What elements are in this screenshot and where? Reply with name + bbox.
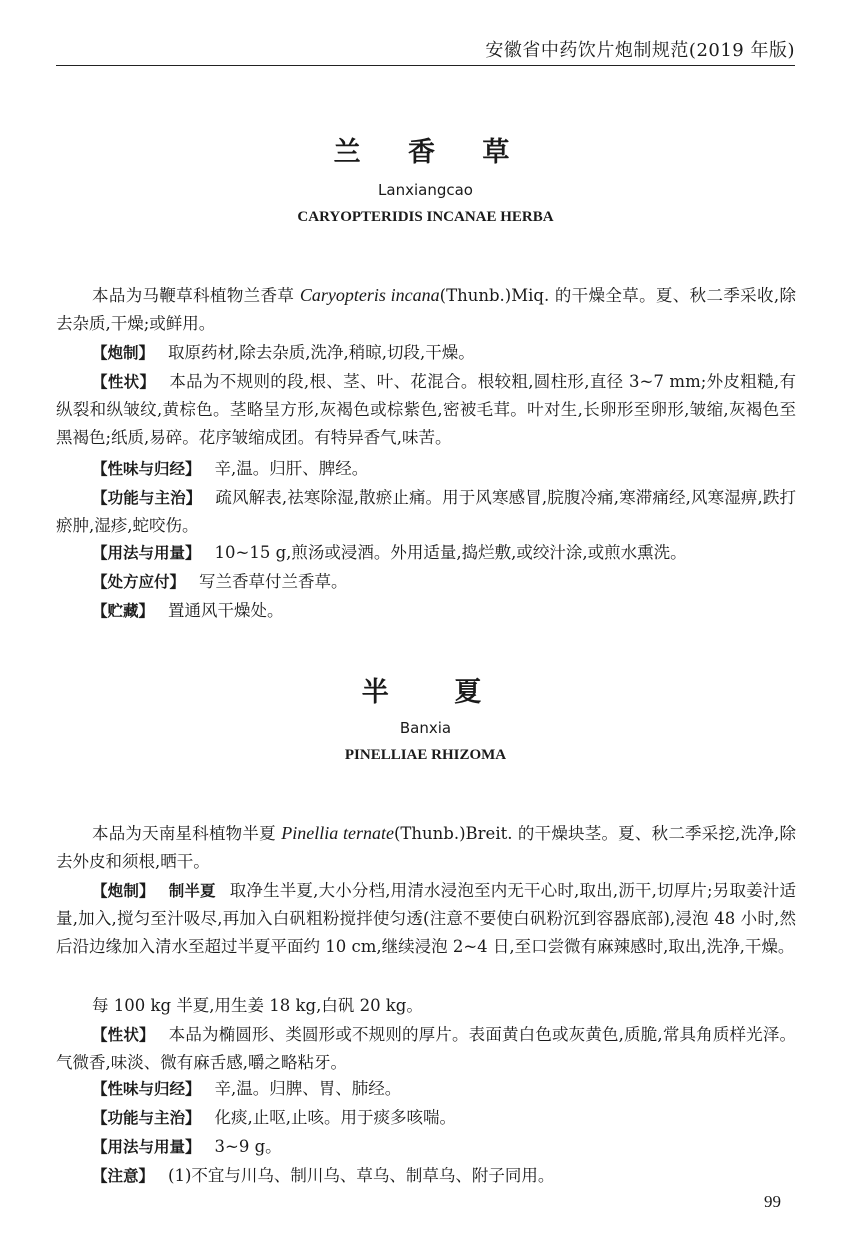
scientific-name: Pinellia ternate <box>281 823 394 843</box>
section-usage: 【用法与用量】 3~9 g。 <box>92 1137 282 1156</box>
section-label: 【功能与主治】 <box>92 489 202 507</box>
entry-title-lanxiangcao <box>0 130 851 169</box>
title-char: 夏 <box>454 677 490 708</box>
page-number: 99 <box>764 1192 781 1211</box>
header-title: 安徽省中药饮片炮制规范(2019 年版) <box>485 40 795 61</box>
section-label: 【性状】 <box>92 373 156 391</box>
entry-title-banxia <box>0 670 851 709</box>
section-processing-ratio: 每 100 kg 半夏,用生姜 18 kg,白矾 20 kg。 <box>92 996 423 1015</box>
section-label: 【功能与主治】 <box>92 1109 201 1127</box>
running-header <box>56 28 795 66</box>
section-description: 【性状】 本品为椭圆形、类圆形或不规则的厚片。表面黄白色或灰黄色,质脆,常具角质样光泽。气微香,味淡、微有麻舌感,嚼之略粘牙。 <box>56 1025 796 1072</box>
section-label: 【用法与用量】 <box>92 544 201 562</box>
section-caution: 【注意】 (1)不宜与川乌、制川乌、草乌、制草乌、附子同用。 <box>92 1166 555 1185</box>
section-label: 【性味与归经】 <box>92 1080 201 1098</box>
section-label: 【注意】 <box>92 1167 155 1185</box>
section-label: 【性味与归经】 <box>92 460 201 478</box>
section-processing: 【炮制】 制半夏 取净生半夏,大小分档,用清水浸泡至内无干心时,取出,沥干,切厚片;另取姜汁适量,加入,搅匀至汁吸尽,再加入白矾粗粉搅拌使匀透(注意不要使白矾粉沉到容器底部),浸泡 48 小时,然后沿边缘加入清水至超过半夏平面约 10 cm,继续浸泡 2~4 日,至口尝微有麻辣感时,取出,洗净,干燥。 <box>56 881 796 956</box>
section-label: 【性状】 <box>92 1026 155 1044</box>
section-prescription: 【处方应付】 写兰香草付兰香草。 <box>92 572 348 591</box>
section-function: 【功能与主治】 化痰,止呕,止咳。用于痰多咳喘。 <box>92 1108 457 1127</box>
entry-latin-name: PINELLIAE RHIZOMA <box>344 747 507 763</box>
title-char: 香 <box>408 137 443 168</box>
section-label: 【贮藏】 <box>92 602 155 620</box>
section-description: 【性状】 本品为不规则的段,根、茎、叶、花混合。根较粗,圆柱形,直径 3~7 mm;外皮粗糙,有纵裂和纵皱纹,黄棕色。茎略呈方形,灰褐色或棕紫色,密被毛茸。叶对生,长卵形至卵形,皱缩,灰褐色至黑褐色;纸质,易碎。花序皱缩成团。有特异香气,味苦。 <box>56 372 796 447</box>
title-char: 半 <box>361 677 397 708</box>
section-label: 【用法与用量】 <box>92 1138 201 1156</box>
section-processing: 【炮制】 取原药材,除去杂质,洗净,稍晾,切段,干燥。 <box>92 343 475 362</box>
section-label: 【炮制】 <box>92 882 155 900</box>
entry-pinyin: Lanxiangcao <box>378 181 473 199</box>
section-storage: 【贮藏】 置通风干燥处。 <box>92 601 284 620</box>
section-property: 【性味与归经】 辛,温。归脾、胃、肺经。 <box>92 1079 402 1098</box>
title-char: 兰 <box>333 137 369 168</box>
entry-intro: 本品为马鞭草科植物兰香草 Caryopteris incana(Thunb.)Miq. 的干燥全草。夏、秋二季采收,除去杂质,干燥;或鲜用。 <box>56 285 796 333</box>
section-usage: 【用法与用量】 10~15 g,煎汤或浸酒。外用适量,捣烂敷,或绞汁涂,或煎水熏洗。 <box>92 543 687 562</box>
title-char: 草 <box>482 137 518 168</box>
entry-latin-name: CARYOPTERIDIS INCANAE HERBA <box>297 209 554 225</box>
section-sublabel: 制半夏 <box>168 882 216 900</box>
section-property: 【性味与归经】 辛,温。归肝、脾经。 <box>92 459 369 478</box>
scientific-name: Caryopteris incana <box>299 285 440 305</box>
section-label: 【处方应付】 <box>92 573 186 591</box>
section-function: 【功能与主治】 疏风解表,祛寒除湿,散瘀止痛。用于风寒感冒,脘腹冷痛,寒滞痛经,风寒湿痹,跌打瘀肿,湿疹,蛇咬伤。 <box>56 488 796 535</box>
entry-intro: 本品为天南星科植物半夏 Pinellia ternate(Thunb.)Breit. 的干燥块茎。夏、秋二季采挖,洗净,除去外皮和须根,晒干。 <box>56 823 796 871</box>
section-label: 【炮制】 <box>92 344 155 362</box>
entry-pinyin: Banxia <box>399 719 452 737</box>
